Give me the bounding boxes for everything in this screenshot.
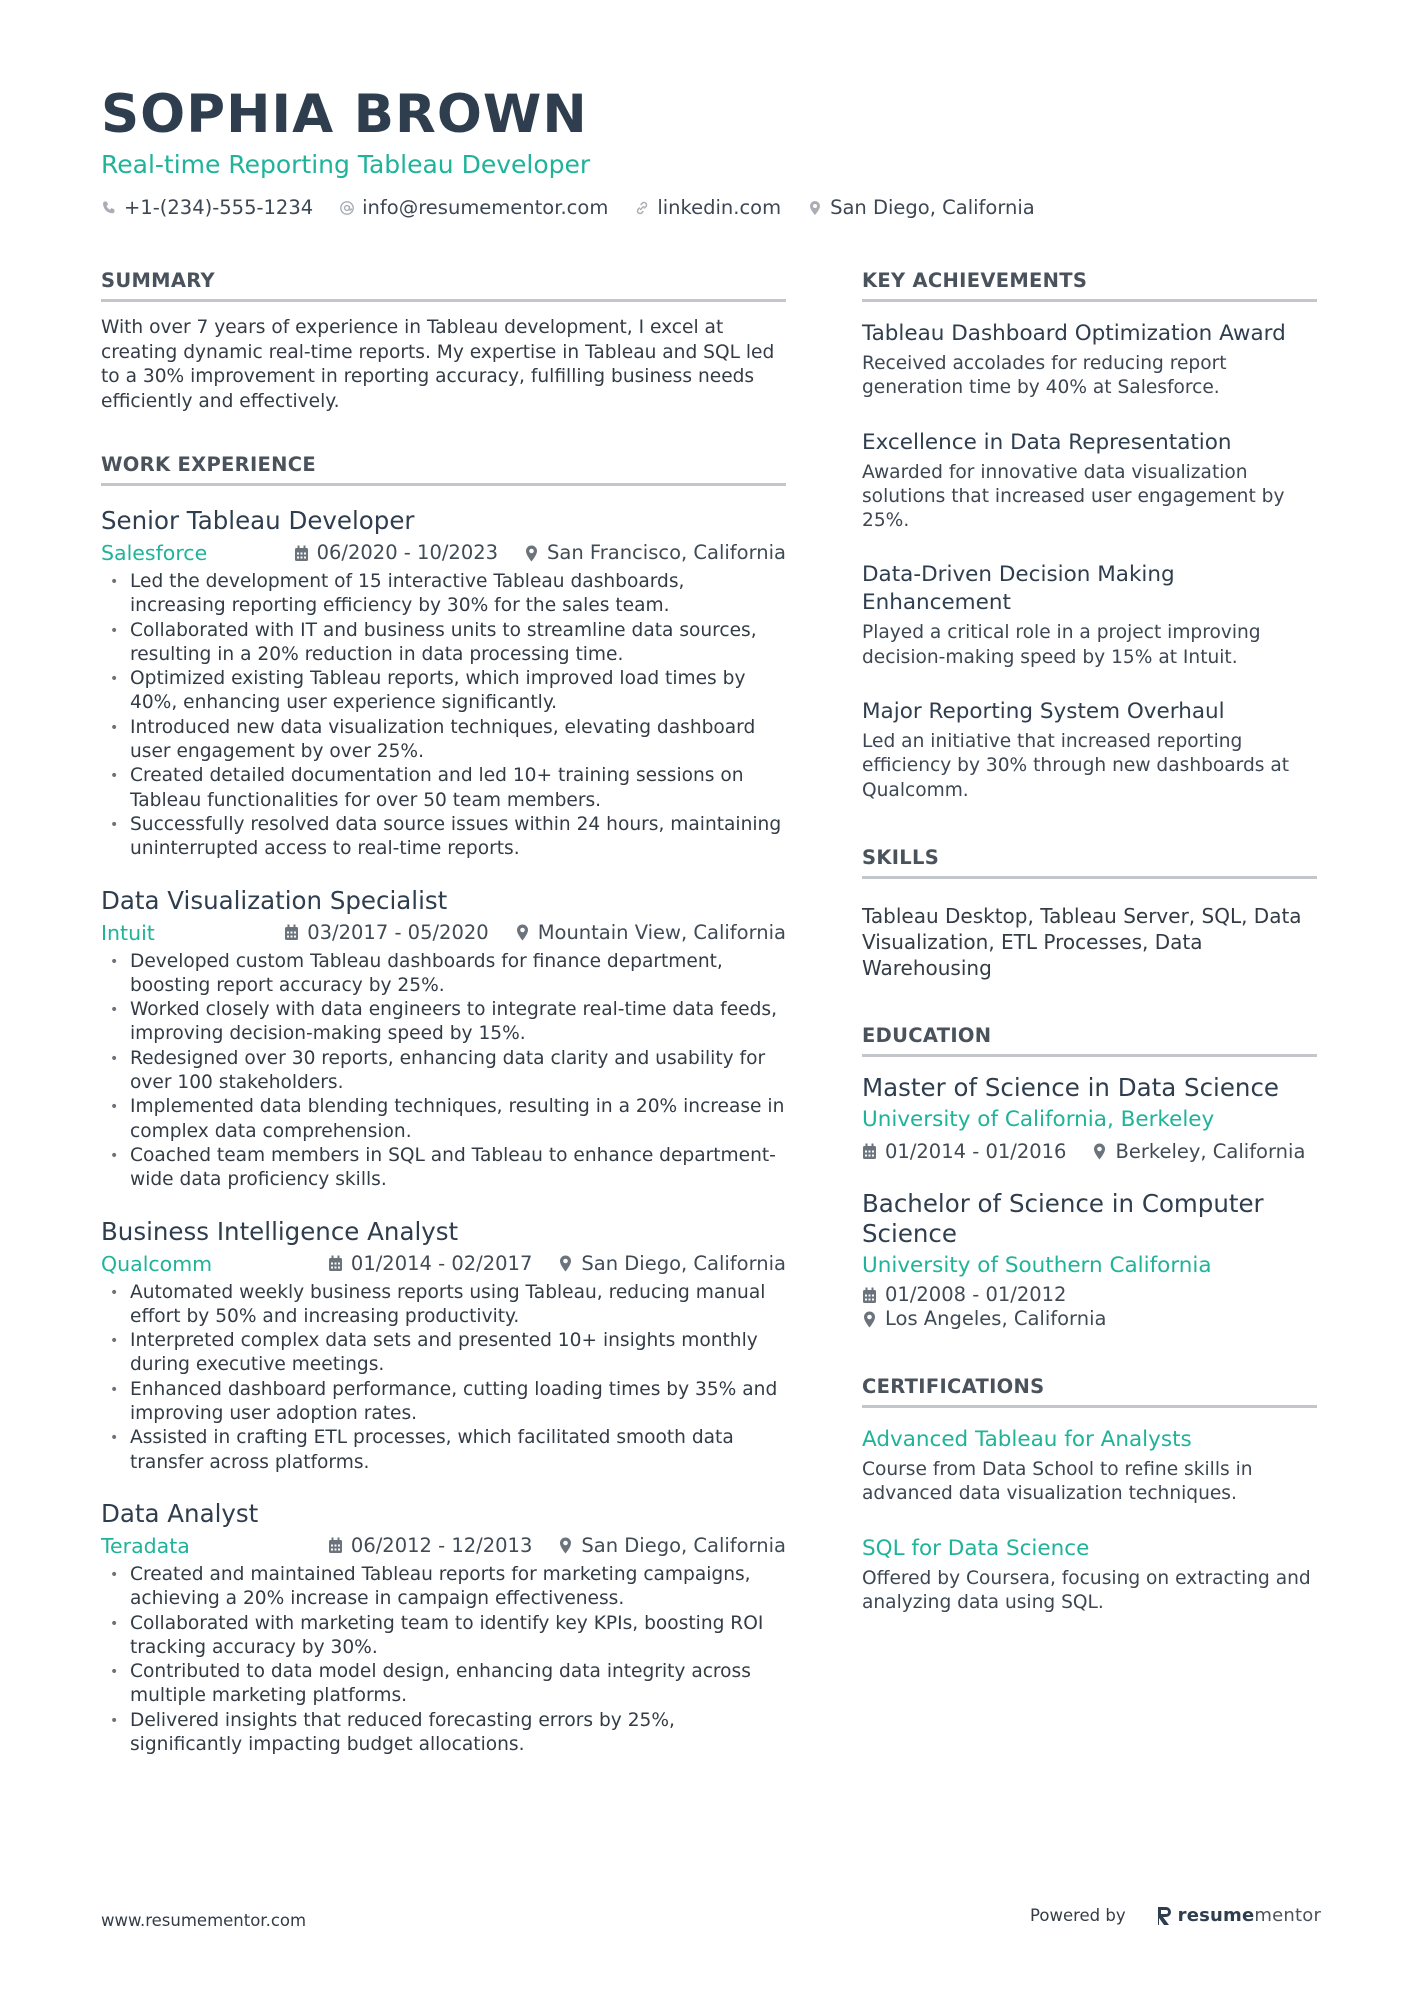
resume-header [101,82,1321,219]
job-bullets [101,1281,786,1475]
brand-name-light: mentor [1254,1905,1322,1926]
job-bullet: • Automated weekly business reports using Tableau, reducing manual effort by 50% and increasing productivity. [101,1281,786,1330]
calendar-icon [284,924,299,941]
job-location-text: San Francisco, California [547,541,786,564]
education-degree: Master of Science in Data Science [862,1072,1280,1102]
job-title: Data Analyst [101,1498,259,1528]
phone-text: +1-(234)-555-1234 [124,196,314,219]
job-bullet: • Introduced new data visualization techniques, elevating dashboard user engagement by over 25%. [101,716,786,765]
candidate-title: Real-time Reporting Tableau Developer [101,150,591,179]
contact-email[interactable] [339,196,608,219]
job-bullet: • Assisted in crafting ETL processes, which facilitated smooth data transfer across platforms. [101,1426,786,1475]
calendar-icon [328,1537,343,1554]
job-entry [101,1497,786,1757]
job-bullet: • Coached team members in SQL and Tableau to enhance department-wide data proficiency skills. [101,1144,786,1193]
job-location [558,1531,786,1561]
job-dates-text: 01/2014 - 02/2017 [350,1251,533,1275]
job-company: Teradata [101,1533,190,1558]
resumementor-logo-icon [1156,1906,1172,1926]
location-pin-icon [862,1311,877,1328]
job-company: Intuit [101,920,155,945]
job-dates [328,1249,532,1279]
job-company: Salesforce [101,541,208,565]
skills-text: Tableau Desktop, Tableau Server, SQL, Data Visualization, ETL Processes, Data Warehousing [862,903,1302,980]
powered-by-text: Powered by [1030,1906,1126,1925]
education-item [862,1073,1317,1167]
education-meta [862,1137,1317,1167]
achievement-desc: Awarded for innovative data visualization solutions that increased user engagement by 25%. [862,461,1285,532]
job-title: Senior Tableau Developer [101,506,415,535]
job-bullet: • Created detailed documentation and led 10+ training sessions on Tableau functionalities for over 50 team members. [101,764,786,813]
job-entry [101,884,786,1193]
email-text: info@resumementor.com [362,196,609,219]
contact-linkedin[interactable] [634,196,781,219]
location-pin-icon [1092,1143,1107,1160]
achievement-item [862,698,1317,803]
job-bullets [101,950,786,1193]
candidate-name: SOPHIA BROWN [101,84,588,145]
certification-item [862,1426,1317,1507]
experience-heading: WORK EXPERIENCE [101,452,786,486]
job-entry [101,1215,786,1475]
certification-item [862,1535,1317,1616]
education-section [862,1023,1317,1332]
link-icon [634,200,650,216]
job-bullet: • Worked closely with data engineers to integrate real-time data feeds, improving decision-making speed by 15%. [101,998,786,1047]
summary-heading: SUMMARY [101,268,786,302]
job-location [558,1249,786,1279]
job-bullets [101,570,786,862]
job-title: Data Visualization Specialist [101,885,448,915]
job-dates-text: 06/2020 - 10/2023 [316,541,499,564]
certification-desc: Offered by Coursera, focusing on extracting and analyzing data using SQL. [862,1567,1311,1613]
summary-text: With over 7 years of experience in Tableau development, I excel at creating dynamic real-time reports. My expertise in Tableau and SQL led to a 30% improvement in reporting accuracy, fulfilling business needs efficiently and effectively. [101,317,775,412]
job-location [524,538,786,568]
job-bullet: • Optimized existing Tableau reports, which improved load times by 40%, enhancing user experience significantly. [101,667,786,716]
education-degree: Bachelor of Science in Computer Science [862,1188,1264,1248]
achievement-title: Major Reporting System Overhaul [862,699,1225,725]
certification-title: Advanced Tableau for Analysts [862,1426,1192,1452]
contact-row [101,196,1321,219]
achievement-desc: Played a critical role in a project improving decision-making speed by 15% at Intuit. [862,622,1261,668]
job-meta-right [328,1531,786,1561]
achievement-desc: Led an initiative that increased reporting efficiency by 30% through new dashboards at Qualcomm. [862,731,1290,801]
job-company: Qualcomm [101,1251,213,1276]
job-location-text: San Diego, California [581,1251,786,1275]
left-column [101,268,786,1799]
linkedin-text: linkedin.com [657,196,782,219]
education-location [862,1307,1317,1332]
job-bullet: • Collaborated with marketing team to identify key KPIs, boosting ROI tracking accuracy by 30%. [101,1612,786,1661]
job-dates [284,918,488,948]
job-meta-right [328,1249,786,1279]
job-meta-right [294,538,786,568]
education-dates-text: 01/2014 - 01/2016 [885,1139,1067,1163]
job-entry [101,504,786,862]
location-pin-icon [558,1255,573,1272]
location-pin-icon [807,200,823,216]
achievement-title: Tableau Dashboard Optimization Award [862,321,1286,346]
location-pin-icon [515,924,530,941]
job-bullet: • Successfully resolved data source issues within 24 hours, maintaining uninterrupted access to real-time reports. [101,813,786,862]
achievement-item [862,429,1317,534]
job-location-text: San Diego, California [581,1533,786,1557]
job-title: Business Intelligence Analyst [101,1216,459,1246]
calendar-icon [294,545,309,562]
location-pin-icon [524,545,539,562]
education-school: University of Southern California [862,1252,1212,1278]
calendar-icon [862,1143,877,1160]
certifications-heading: CERTIFICATIONS [862,1374,1317,1408]
right-column [862,268,1317,1657]
job-bullet: • Contributed to data model design, enhancing data integrity across multiple marketing platforms. [101,1660,786,1709]
job-location [515,918,786,948]
job-meta [101,1249,786,1279]
job-bullet: • Created and maintained Tableau reports for marketing campaigns, achieving a 20% increase in campaign effectiveness. [101,1563,786,1612]
education-meta [862,1283,1317,1332]
achievements-heading: KEY ACHIEVEMENTS [862,268,1317,302]
education-location-text: Los Angeles, California [885,1307,1107,1331]
brand-name-bold: resume [1177,1905,1255,1926]
education-school: University of California, Berkeley [862,1106,1215,1132]
education-location [1092,1137,1305,1167]
at-icon [339,200,355,216]
job-bullet: • Led the development of 15 interactive Tableau dashboards, increasing reporting efficiency by 30% for the sales team. [101,570,786,619]
achievement-item [862,320,1317,401]
summary-section [101,268,786,414]
education-item [862,1189,1317,1332]
job-meta [101,918,786,948]
job-dates [328,1531,532,1561]
education-dates-text: 01/2008 - 01/2012 [885,1282,1067,1306]
job-bullet: • Interpreted complex data sets and presented 10+ insights monthly during executive meetings. [101,1329,786,1378]
job-meta-right [284,918,786,948]
contact-location [807,196,1035,219]
footer-branding [1030,1905,1321,1926]
calendar-icon [328,1255,343,1272]
footer-website[interactable]: www.resumementor.com [101,1911,307,1930]
job-bullet: • Implemented data blending techniques, resulting in a 20% increase in complex data comprehension. [101,1095,786,1144]
achievement-title: Excellence in Data Representation [862,429,1232,455]
job-dates [294,538,498,568]
job-location-text: Mountain View, California [537,920,786,944]
education-dates [862,1283,1317,1308]
achievement-title: Data-Driven Decision Making Enhancement [862,562,1175,616]
job-bullet: • Developed custom Tableau dashboards for finance department, boosting report accuracy by 25%. [101,950,786,999]
contact-phone [101,196,313,219]
phone-icon [101,200,117,216]
brand-logo[interactable] [1156,1905,1321,1926]
job-bullet: • Delivered insights that reduced forecasting errors by 25%, significantly impacting budget allocations. [101,1709,786,1758]
certifications-section [862,1374,1317,1615]
job-bullet: • Redesigned over 30 reports, enhancing data clarity and usability for over 100 stakeholders. [101,1047,786,1096]
skills-section [862,845,1317,981]
achievement-desc: Received accolades for reducing report generation time by 40% at Salesforce. [862,353,1227,399]
education-dates [862,1137,1066,1167]
skills-heading: SKILLS [862,845,1317,879]
certification-desc: Course from Data School to refine skills in advanced data visualization techniques. [862,1458,1253,1505]
achievements-section [862,268,1317,803]
job-dates-text: 03/2017 - 05/2020 [307,920,489,944]
education-heading: EDUCATION [862,1023,1317,1057]
job-bullet: • Enhanced dashboard performance, cutting loading times by 35% and improving user adoption rates. [101,1378,786,1427]
experience-section [101,452,786,1757]
achievement-item [862,561,1317,670]
job-meta [101,538,786,568]
job-bullet: • Collaborated with IT and business units to streamline data sources, resulting in a 20% reduction in data processing time. [101,619,786,668]
education-location-text: Berkeley, California [1115,1139,1306,1163]
certification-title: SQL for Data Science [862,1535,1090,1561]
location-pin-icon [558,1537,573,1554]
job-dates-text: 06/2012 - 12/2013 [350,1533,533,1557]
calendar-icon [862,1287,877,1304]
job-bullets [101,1563,786,1757]
job-meta [101,1531,786,1561]
location-text: San Diego, California [830,196,1035,219]
